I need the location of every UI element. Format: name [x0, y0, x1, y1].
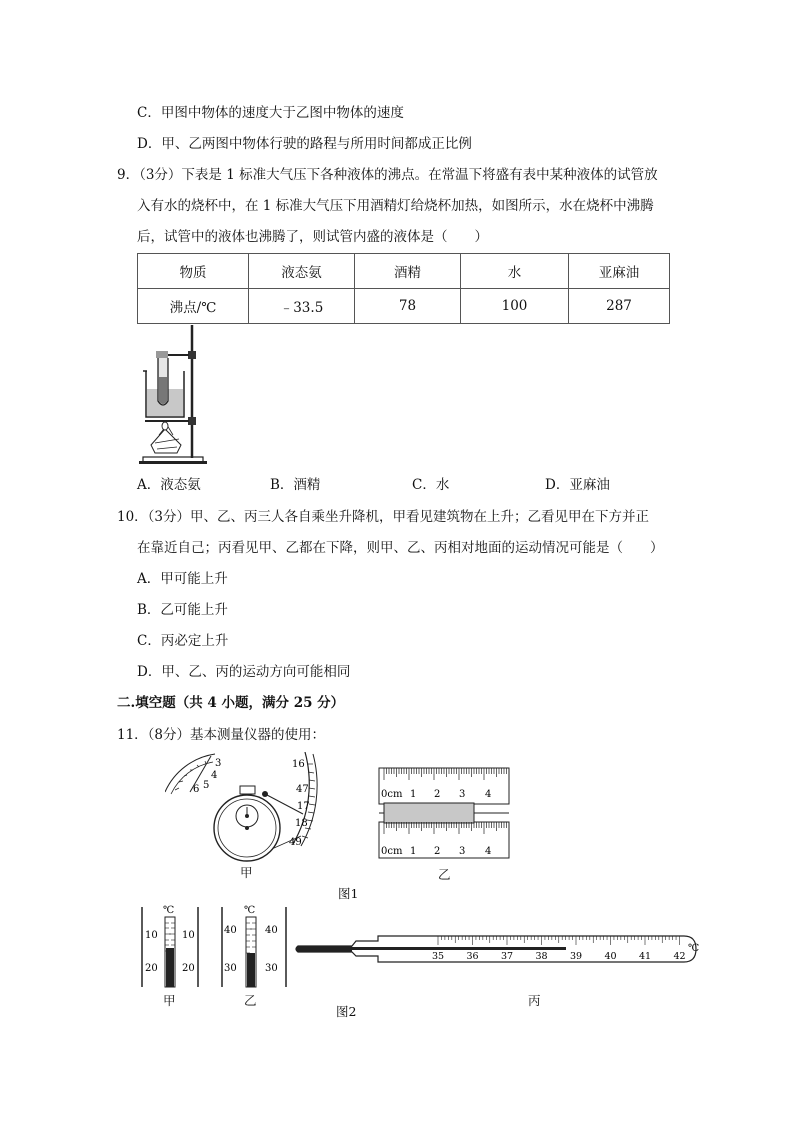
fig1-caption: 图1 [338, 886, 359, 901]
table-cell: 亚麻油 [569, 254, 670, 289]
ruler-label: 2 [434, 789, 441, 800]
stopwatch-outer-tick: 16 [292, 759, 305, 770]
q10-option-a: A．甲可能上升 [137, 571, 228, 587]
stopwatch-outer-tick: 18 [295, 818, 308, 829]
ruler-label: 1 [410, 846, 417, 857]
therm-tick: 20 [145, 963, 158, 974]
q10-option-c: C．丙必定上升 [137, 633, 229, 649]
q10-option-b: B．乙可能上升 [137, 602, 228, 618]
section-heading: 二.填空题（共 4 小题，满分 25 分） [117, 695, 345, 711]
q9-stem-line2: 入有水的烧杯中，在 1 标准大气压下用酒精灯给烧杯加热，如图所示，水在烧杯中沸腾 [137, 198, 654, 214]
q9-stem-line3: 后，试管中的液体也沸腾了，则试管内盛的液体是（ ） [137, 229, 488, 245]
q10-stem-line1: 10．（3分）甲、乙、丙三人各自乘坐升降机，甲看见建筑物在上升；乙看见甲在下方并正 [117, 509, 650, 525]
ruler-label: 3 [459, 846, 466, 857]
ruler-label: 2 [434, 846, 441, 857]
clinical-tick-label: 38 [535, 951, 548, 962]
stopwatch-inner-tick: 5 [203, 780, 210, 791]
table-cell: 液态氨 [249, 254, 355, 289]
therm-tick: 30 [265, 963, 278, 974]
stopwatch-inner-tick: 4 [211, 770, 218, 781]
fig2-caption: 图2 [336, 1004, 357, 1019]
q9-option-b: B．酒精 [270, 477, 321, 493]
stopwatch-figure [165, 752, 340, 864]
table-header-row [138, 254, 670, 289]
therm-tick: 10 [182, 930, 195, 941]
therm-tick: 30 [224, 963, 237, 974]
clinical-tick-label: 41 [639, 951, 652, 962]
ruler-figure [376, 765, 512, 861]
thermometer-jia [138, 903, 202, 989]
stopwatch-outer-tick: 49 [289, 837, 302, 848]
fig2-label-yi: 乙 [244, 993, 257, 1008]
stopwatch-outer-tick: 17 [297, 801, 310, 812]
q9-stem-line1: 9．（3分）下表是 1 标准大气压下各种液体的沸点。在常温下将盛有表中某种液体的试管放 [117, 167, 658, 183]
clinical-tick-label: 35 [432, 951, 445, 962]
clinical-unit: ℃ [688, 943, 700, 954]
clinical-tick-label: 40 [604, 951, 617, 962]
table-cell: ﹣33.5 [249, 289, 355, 324]
clinical-tick-label: 37 [501, 951, 514, 962]
table-cell: 水 [461, 254, 569, 289]
clinical-tick-label: 42 [673, 951, 686, 962]
table-cell: 100 [461, 289, 569, 324]
clinical-thermometer [292, 928, 710, 970]
table-cell: 沸点/℃ [138, 289, 249, 324]
therm-unit: ℃ [244, 905, 256, 916]
thermometer-yi [218, 903, 290, 989]
clinical-tick-label: 39 [570, 951, 583, 962]
ruler-label: 1 [410, 789, 417, 800]
stopwatch-outer-tick: 47 [296, 784, 309, 795]
q8-option-c: C．甲图中物体的速度大于乙图中物体的速度 [137, 105, 404, 121]
ruler-label: 0cm [381, 789, 403, 800]
fig1-label-jia: 甲 [240, 865, 253, 880]
boiling-apparatus-figure [137, 325, 217, 467]
stopwatch-inner-tick: 6 [193, 784, 200, 795]
q9-option-a: A．液态氨 [137, 477, 201, 493]
therm-tick: 20 [182, 963, 195, 974]
table-cell: 287 [569, 289, 670, 324]
table-row [138, 289, 670, 324]
q9-option-c: C．水 [412, 477, 450, 493]
fig2-label-jia: 甲 [163, 993, 176, 1008]
therm-tick: 40 [224, 925, 237, 936]
therm-tick: 10 [145, 930, 158, 941]
fig1-label-yi: 乙 [438, 867, 451, 882]
q11-stem: 11．（8分）基本测量仪器的使用： [117, 727, 326, 743]
table-cell: 酒精 [355, 254, 461, 289]
table-cell: 物质 [138, 254, 249, 289]
stopwatch-inner-tick: 3 [215, 758, 222, 769]
therm-tick: 40 [265, 925, 278, 936]
fig2-label-bing: 丙 [528, 993, 541, 1008]
table-cell: 78 [355, 289, 461, 324]
boiling-point-table [137, 253, 670, 324]
ruler-label: 4 [485, 846, 492, 857]
q8-option-d: D．甲、乙两图中物体行驶的路程与所用时间都成正比例 [137, 136, 472, 152]
ruler-label: 0cm [381, 846, 403, 857]
ruler-label: 4 [485, 789, 492, 800]
ruler-label: 3 [459, 789, 466, 800]
q9-option-d: D．亚麻油 [545, 477, 610, 493]
q10-option-d: D．甲、乙、丙的运动方向可能相同 [137, 664, 351, 680]
q10-stem-line2: 在靠近自己；丙看见甲、乙都在下降，则甲、乙、丙相对地面的运动情况可能是（ ） [137, 540, 664, 556]
clinical-tick-label: 36 [466, 951, 479, 962]
therm-unit: ℃ [163, 905, 175, 916]
